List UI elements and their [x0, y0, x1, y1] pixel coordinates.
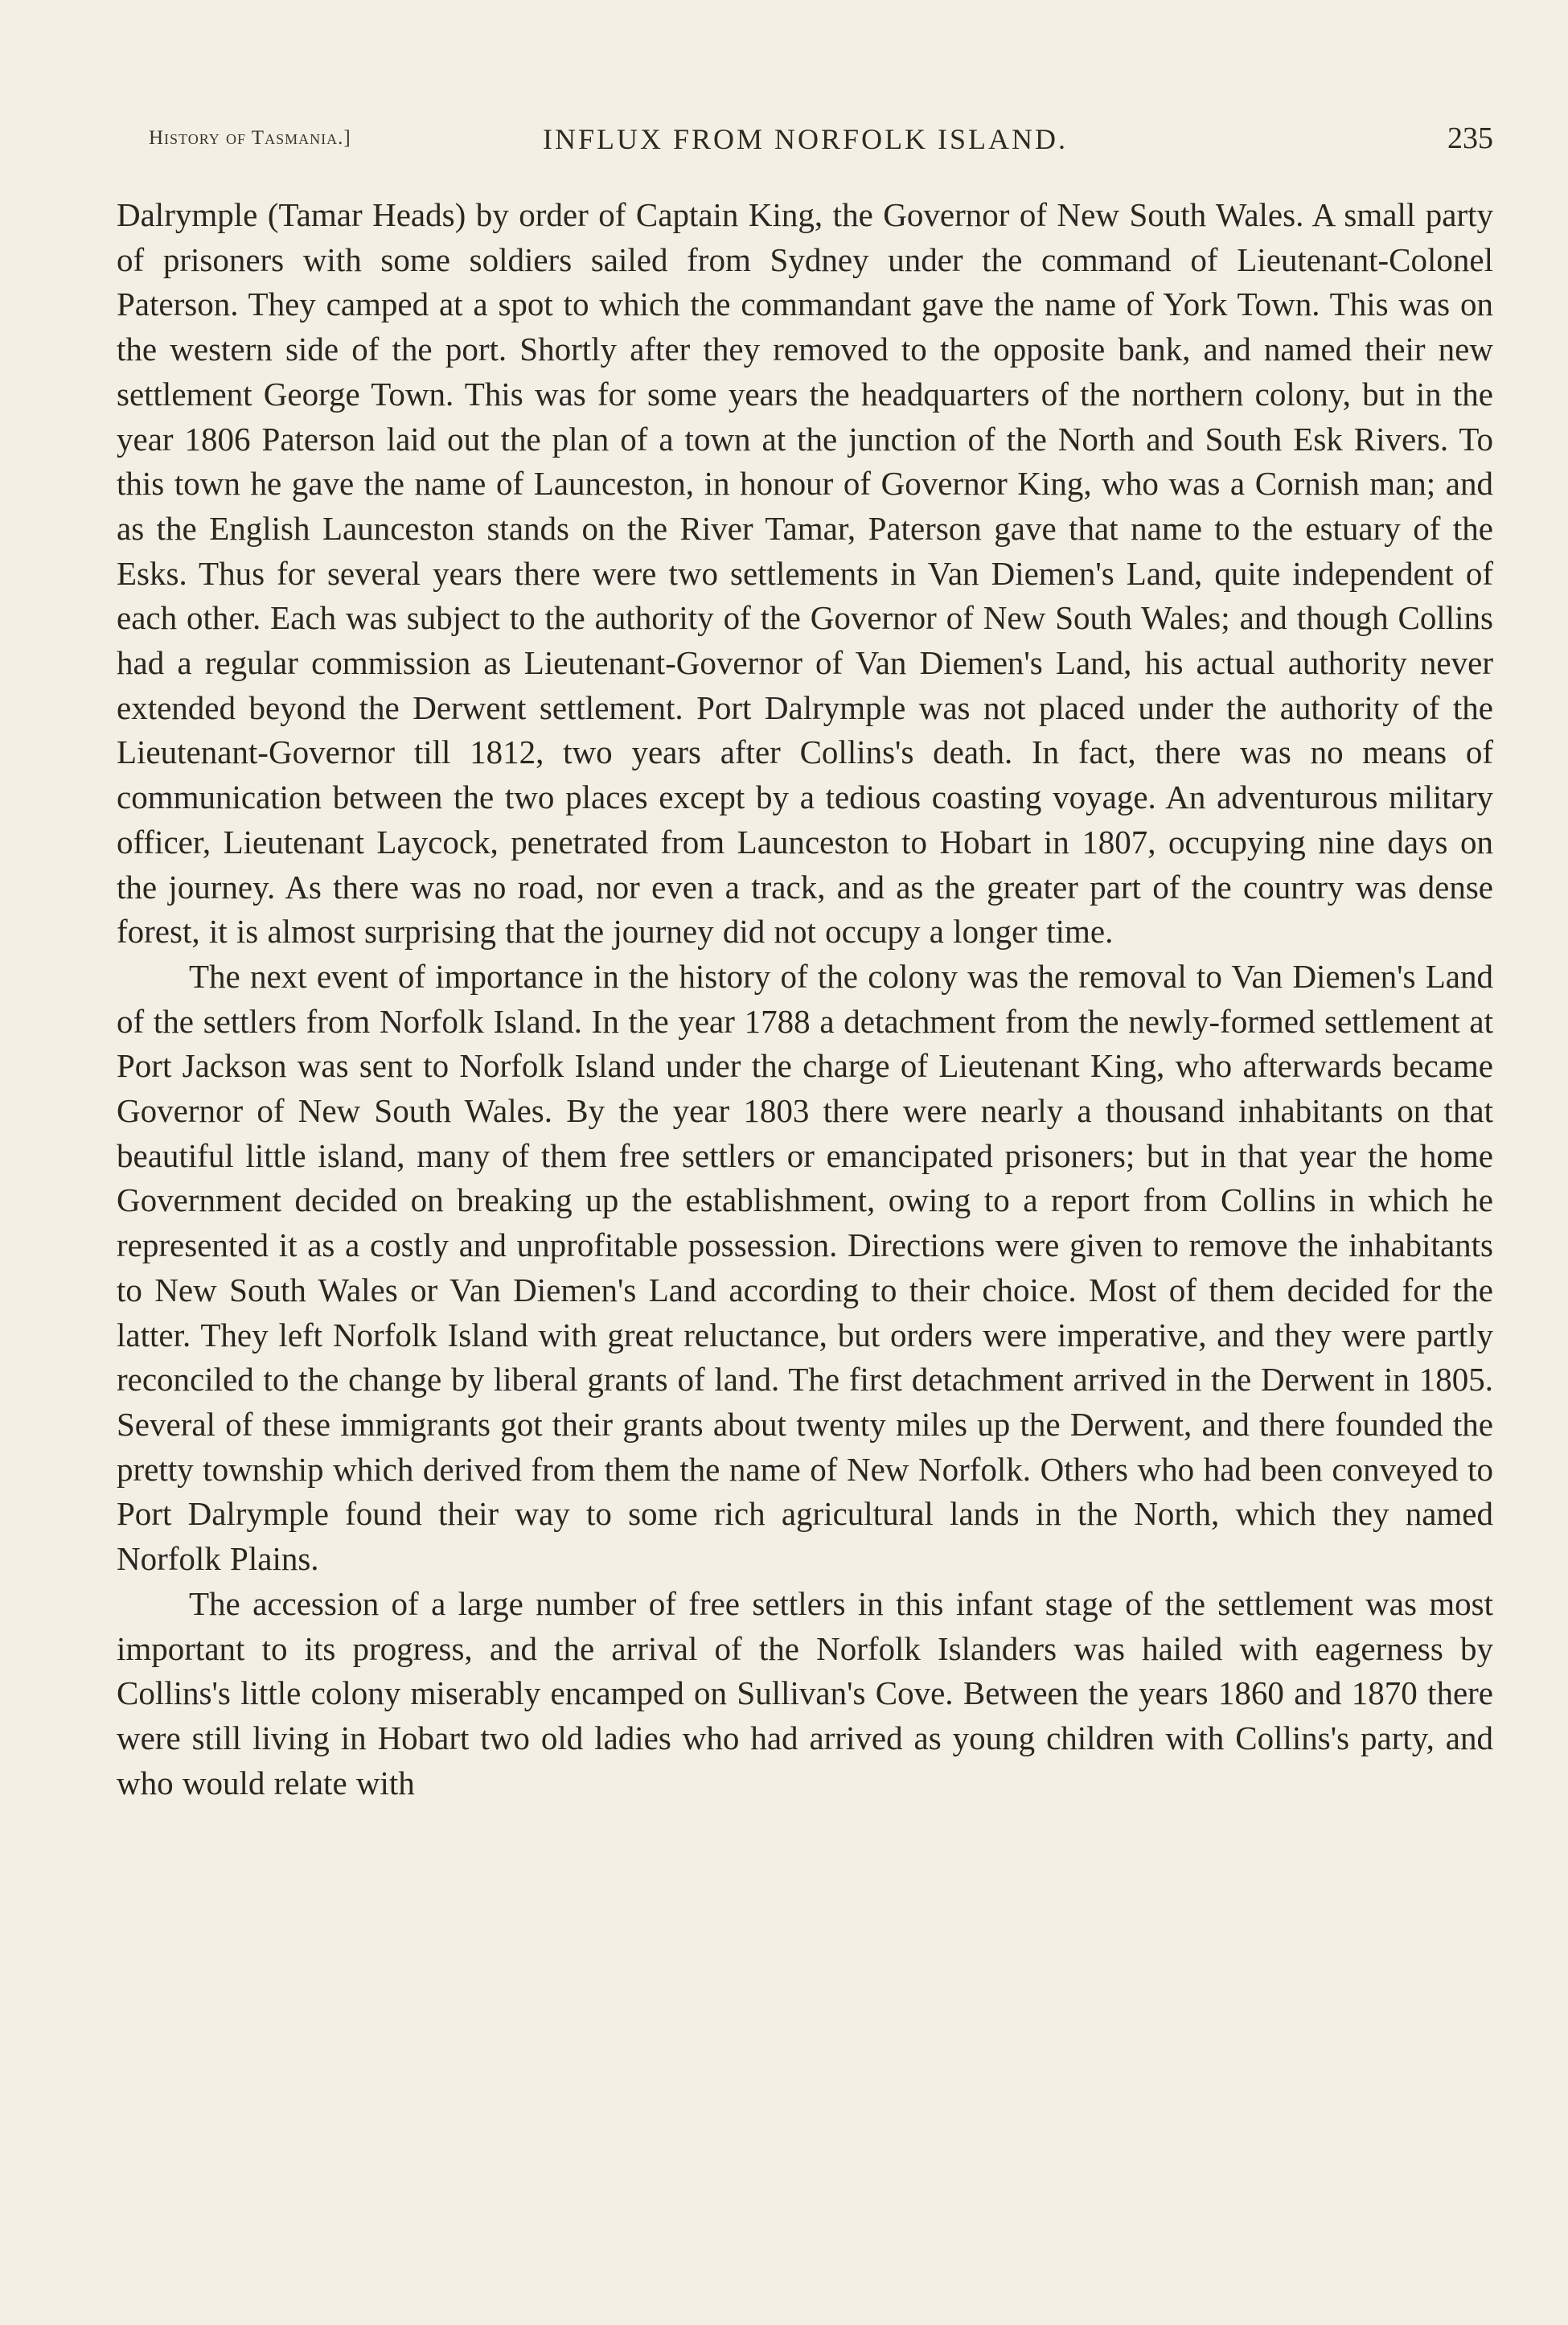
running-head-book-title: History of Tasmania.]	[149, 127, 351, 149]
paragraph-norfolk-island-removal: The next event of importance in the history of the colony was the removal to Van Diemen's Land of the settlers from Norfolk Island. In the year 1788 a detachment from the newly-formed settlement at Port Jackson was sent to Norfolk Island under the charge of Lieutenant King, who afterwards became Governor of New South Wales. By the year 1803 there were nearly a thousand inhabitants on that beautiful little island, many of them free settlers or emancipated prisoners; but in that year the home Government decided on breaking up the establishment, owing to a report from Collins in which he represented it as a costly and unprofitable possession. Directions were given to remove the inhabitants to New South Wales or Van Diemen's Land according to their choice. Most of them decided for the latter. They left Norfolk Island with great reluctance, but orders were imperative, and they were partly reconciled to the change by liberal grants of land. The first detachment arrived in the Derwent in 1805. Several of these immigrants got their grants about twenty miles up the Derwent, and there founded the pretty township which derived from them the name of New Norfolk. Others who had been conveyed to Port Dalrymple found their way to some rich agricultural lands in the North, which they named Norfolk Plains.	[117, 957, 1493, 1578]
page-number: 235	[1447, 121, 1493, 155]
body-text	[117, 193, 1493, 1805]
paragraph-free-settlers: The accession of a large number of free settlers in this infant stage of the settlement was most important to its progress, and the arrival of the Norfolk Islanders was hailed with eagerness by Collins's little colony miserably encamped on Sullivan's Cove. Between the years 1860 and 1870 there were still living in Hobart two old ladies who had arrived as young children with Collins's party, and who would relate with	[117, 1584, 1493, 1801]
running-head	[117, 121, 1493, 169]
paragraph-continued: Dalrymple (Tamar Heads) by order of Captain King, the Governor of New South Wales. A small party of prisoners with some soldiers sailed from Sydney under the command of Lieutenant-Colonel Paterson. They camped at a spot to which the commandant gave the name of York Town. This was on the western side of the port. Shortly after they removed to the opposite bank, and named their new settlement George Town. This was for some years the headquarters of the northern colony, but in the year 1806 Paterson laid out the plan of a town at the junction of the North and South Esk Rivers. To this town he gave the name of Launceston, in honour of Governor King, who was a Cornish man; and as the English Launceston stands on the River Tamar, Paterson gave that name to the estuary of the Esks. Thus for several years there were two settlements in Van Diemen's Land, quite independent of each other. Each was subject to the authority of the Governor of New South Wales; and though Collins had a regular commission as Lieutenant-Governor of Van Diemen's Land, his actual authority never extended beyond the Derwent settlement. Port Dalrymple was not placed under the authority of the Lieutenant-Governor till 1812, two years after Collins's death. In fact, there was no means of communication between the two places except by a tedious coasting voyage. An adventurous military officer, Lieutenant Laycock, penetrated from Launceston to Hobart in 1807, occupying nine days on the journey. As there was no road, nor even a track, and as the greater part of the country was dense forest, it is almost surprising that the journey did not occupy a longer time.	[117, 196, 1493, 951]
running-head-chapter-title: INFLUX FROM NORFOLK ISLAND.	[543, 123, 1069, 155]
